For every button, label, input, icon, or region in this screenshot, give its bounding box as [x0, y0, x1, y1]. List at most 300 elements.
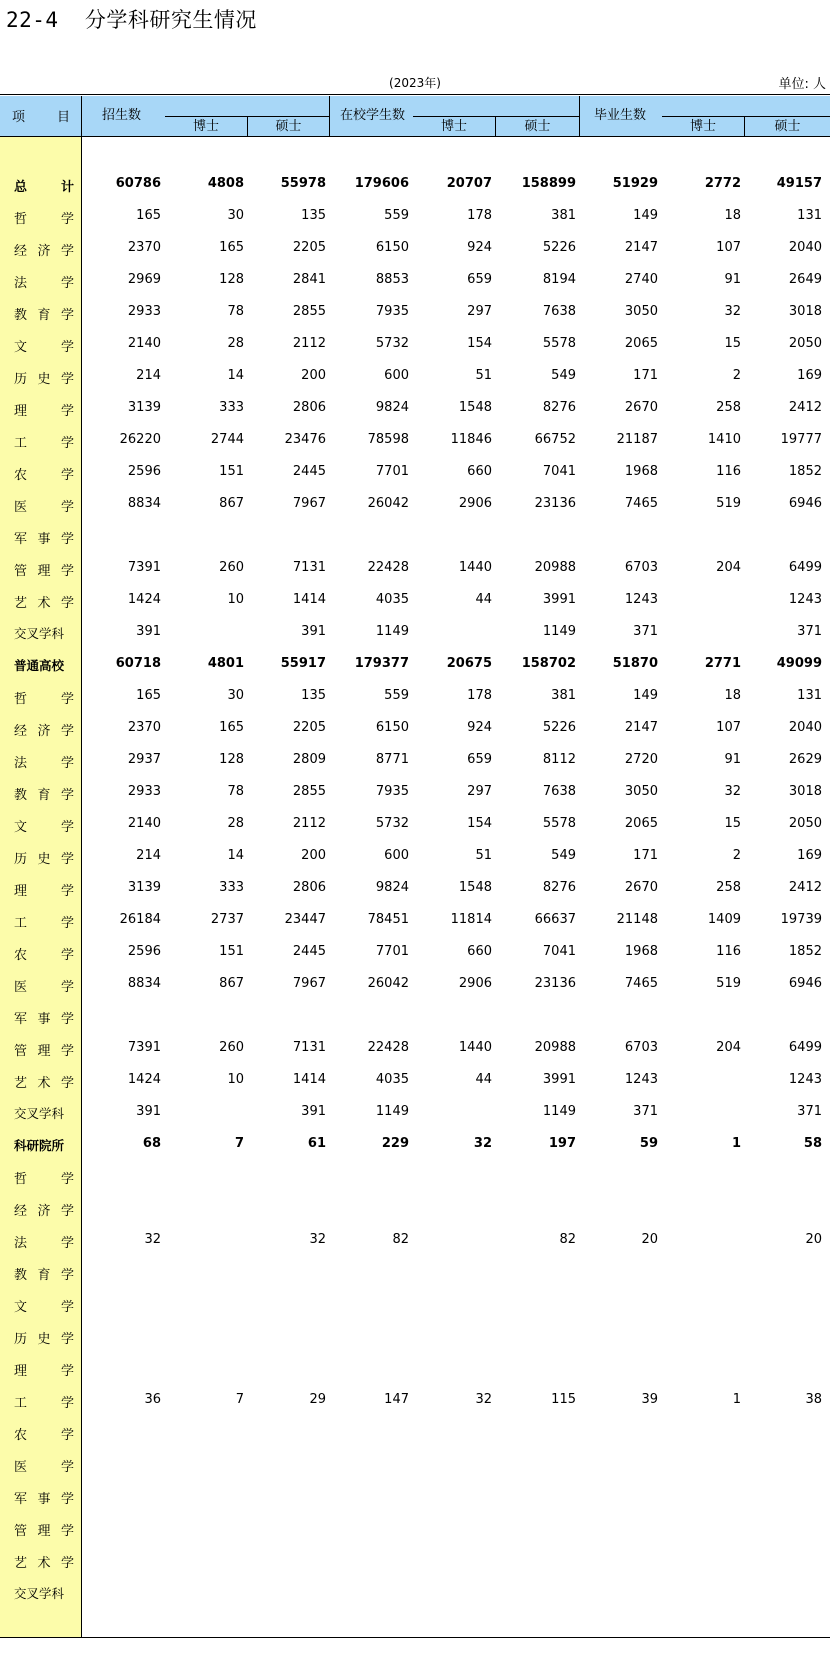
table-cell: 1410 [707, 432, 741, 447]
table-row [0, 1224, 830, 1256]
table-cell: 659 [467, 272, 492, 287]
table-cell: 7131 [292, 560, 326, 575]
table-cell: 6150 [375, 240, 409, 255]
table-cell: 2 [732, 848, 741, 863]
table-cell: 2140 [127, 336, 161, 351]
row-label: 工 学 [14, 1396, 74, 1411]
table-cell: 7391 [127, 1040, 161, 1055]
table-cell: 135 [301, 208, 326, 223]
table-cell: 1548 [458, 400, 492, 415]
table-cell: 6499 [788, 560, 822, 575]
table-cell: 6703 [624, 560, 658, 575]
table-cell: 149 [633, 688, 658, 703]
table-cell: 78 [227, 304, 244, 319]
row-label: 教 育 学 [14, 308, 74, 323]
table-cell: 2670 [624, 400, 658, 415]
table-cell: 2205 [292, 240, 326, 255]
table-cell: 258 [716, 400, 741, 415]
table-cell: 1149 [542, 624, 576, 639]
table-cell: 200 [301, 848, 326, 863]
row-label: 文 学 [14, 340, 74, 355]
table-row [0, 1160, 830, 1192]
row-label: 历 史 学 [14, 1332, 74, 1347]
table-cell: 7041 [542, 944, 576, 959]
table-cell: 1414 [292, 1072, 326, 1087]
table-cell: 6150 [375, 720, 409, 735]
table-cell: 23136 [534, 496, 576, 511]
table-cell: 2370 [127, 720, 161, 735]
table-cell: 333 [219, 880, 244, 895]
table-cell: 107 [716, 240, 741, 255]
table-row [0, 1288, 830, 1320]
table-cell: 381 [551, 208, 576, 223]
header-item-cell [0, 96, 82, 136]
row-label: 普通高校 [14, 658, 65, 673]
table-cell: 149 [633, 208, 658, 223]
table-cell: 11846 [450, 432, 492, 447]
table-cell: 1409 [707, 912, 741, 927]
table-cell: 178 [467, 208, 492, 223]
table-cell: 7967 [292, 496, 326, 511]
table-cell: 18 [724, 208, 741, 223]
table-cell: 2809 [292, 752, 326, 767]
table-cell: 3050 [624, 784, 658, 799]
table-row [0, 744, 830, 776]
table-cell: 60718 [115, 656, 161, 671]
table-cell: 91 [724, 752, 741, 767]
table-cell: 14 [227, 368, 244, 383]
header-enroll-label: 招生数 [102, 108, 142, 123]
table-cell: 7935 [375, 784, 409, 799]
table-top-rule [0, 94, 830, 95]
table-cell: 10 [227, 592, 244, 607]
table-cell: 2112 [292, 816, 326, 831]
table-cell: 519 [716, 976, 741, 991]
table-cell: 7041 [542, 464, 576, 479]
table-cell: 61 [307, 1136, 326, 1151]
table-cell: 229 [381, 1136, 409, 1151]
table-cell: 78598 [367, 432, 409, 447]
table-cell: 15 [724, 816, 741, 831]
table-cell: 131 [797, 688, 822, 703]
table-cell: 4808 [207, 176, 244, 191]
table-cell: 32 [475, 1392, 492, 1407]
table-cell: 5226 [542, 720, 576, 735]
table-cell: 1414 [292, 592, 326, 607]
table-cell: 23447 [284, 912, 326, 927]
table-cell: 131 [797, 208, 822, 223]
table-cell: 867 [219, 976, 244, 991]
table-row [0, 1512, 830, 1544]
table-cell: 200 [301, 368, 326, 383]
year-label: (2023年) [389, 76, 441, 90]
row-label: 管 理 学 [14, 1524, 74, 1539]
table-cell: 2412 [788, 400, 822, 415]
table-cell: 1149 [542, 1104, 576, 1119]
row-label: 历 史 学 [14, 372, 74, 387]
table-cell: 924 [467, 240, 492, 255]
table-cell: 391 [136, 1104, 161, 1119]
table-row [0, 456, 830, 488]
row-label: 交叉学科 [14, 1586, 65, 1601]
table-cell: 391 [301, 624, 326, 639]
table-cell: 924 [467, 720, 492, 735]
table-cell: 3991 [542, 1072, 576, 1087]
table-cell: 26042 [367, 976, 409, 991]
table-cell: 371 [633, 1104, 658, 1119]
row-label: 法 学 [14, 1236, 74, 1251]
row-label: 艺 术 学 [14, 596, 74, 611]
table-cell: 8834 [127, 496, 161, 511]
table-cell: 1243 [624, 592, 658, 607]
table-cell: 7638 [542, 304, 576, 319]
table-cell: 2040 [788, 720, 822, 735]
table-cell: 2050 [788, 336, 822, 351]
header-enroll-master: 硕士 [248, 116, 330, 136]
table-row [0, 520, 830, 552]
table-cell: 5226 [542, 240, 576, 255]
table-cell: 1968 [624, 944, 658, 959]
table-cell: 171 [633, 848, 658, 863]
table-cell: 2140 [127, 816, 161, 831]
table-cell: 7131 [292, 1040, 326, 1055]
table-row [0, 584, 830, 616]
table-cell: 169 [797, 368, 822, 383]
table-cell: 44 [475, 592, 492, 607]
table-cell: 15 [724, 336, 741, 351]
table-cell: 1 [732, 1392, 741, 1407]
table-cell: 165 [219, 720, 244, 735]
table-cell: 2737 [210, 912, 244, 927]
header-inschool-label: 在校学生数 [340, 108, 406, 123]
table-cell: 4035 [375, 592, 409, 607]
table-cell: 7465 [624, 496, 658, 511]
table-cell: 7701 [375, 464, 409, 479]
table-row [0, 1416, 830, 1448]
table-row [0, 296, 830, 328]
table-row [0, 808, 830, 840]
table-cell: 44 [475, 1072, 492, 1087]
table-cell: 151 [219, 464, 244, 479]
table-cell: 22428 [367, 560, 409, 575]
header-graduates-master: 硕士 [745, 116, 830, 136]
table-cell: 2050 [788, 816, 822, 831]
table-row [0, 1576, 830, 1608]
table-cell: 154 [467, 336, 492, 351]
table-row [0, 680, 830, 712]
table-cell: 3991 [542, 592, 576, 607]
row-label: 工 学 [14, 436, 74, 451]
table-cell: 23476 [284, 432, 326, 447]
table-cell: 20 [805, 1232, 822, 1247]
table-cell: 1149 [375, 624, 409, 639]
table-cell: 38 [805, 1392, 822, 1407]
table-cell: 165 [136, 208, 161, 223]
table-cell: 559 [384, 688, 409, 703]
table-cell: 2744 [210, 432, 244, 447]
table-bottom-rule [0, 1637, 830, 1638]
table-cell: 147 [384, 1392, 409, 1407]
table-cell: 2855 [292, 304, 326, 319]
table-cell: 2969 [127, 272, 161, 287]
table-cell: 6946 [788, 496, 822, 511]
table-cell: 214 [136, 848, 161, 863]
table-row [0, 616, 830, 648]
table-cell: 2933 [127, 784, 161, 799]
row-label: 法 学 [14, 276, 74, 291]
table-cell: 7 [234, 1136, 244, 1151]
row-label: 经 济 学 [14, 724, 74, 739]
table-cell: 51 [475, 368, 492, 383]
table-cell: 2806 [292, 400, 326, 415]
row-label: 历 史 学 [14, 852, 74, 867]
table-cell: 2445 [292, 464, 326, 479]
table-row [0, 1256, 830, 1288]
table-cell: 2040 [788, 240, 822, 255]
table-row [0, 1544, 830, 1576]
table-cell: 297 [467, 784, 492, 799]
table-cell: 30 [227, 688, 244, 703]
table-cell: 1968 [624, 464, 658, 479]
table-cell: 1149 [375, 1104, 409, 1119]
table-row [0, 872, 830, 904]
row-label: 法 学 [14, 756, 74, 771]
table-row [0, 232, 830, 264]
table-cell: 204 [716, 560, 741, 575]
table-cell: 116 [716, 464, 741, 479]
table-row [0, 392, 830, 424]
table-cell: 30 [227, 208, 244, 223]
table-cell: 1 [731, 1136, 741, 1151]
table-cell: 55978 [280, 176, 326, 191]
table-cell: 2205 [292, 720, 326, 735]
row-label: 科研院所 [14, 1138, 65, 1153]
table-cell: 2445 [292, 944, 326, 959]
table-cell: 55917 [280, 656, 326, 671]
table-row [0, 424, 830, 456]
table-cell: 3050 [624, 304, 658, 319]
row-label: 文 学 [14, 1300, 74, 1315]
row-label: 交叉学科 [14, 1106, 65, 1121]
table-row [0, 1032, 830, 1064]
table-row [0, 840, 830, 872]
table-row [0, 264, 830, 296]
table-cell: 58 [803, 1136, 822, 1151]
table-cell: 91 [724, 272, 741, 287]
table-cell: 5578 [542, 816, 576, 831]
table-cell: 9824 [375, 400, 409, 415]
table-cell: 171 [633, 368, 658, 383]
table-cell: 21148 [616, 912, 658, 927]
table-cell: 78451 [367, 912, 409, 927]
table-cell: 1440 [458, 560, 492, 575]
table-cell: 381 [551, 688, 576, 703]
table-cell: 2806 [292, 880, 326, 895]
table-cell: 2772 [704, 176, 741, 191]
row-label: 军 事 学 [14, 532, 74, 547]
table-cell: 659 [467, 752, 492, 767]
table-cell: 1852 [788, 464, 822, 479]
table-cell: 14 [227, 848, 244, 863]
table-cell: 2933 [127, 304, 161, 319]
row-label: 军 事 学 [14, 1012, 74, 1027]
table-cell: 8276 [542, 880, 576, 895]
row-label: 经 济 学 [14, 244, 74, 259]
table-cell: 169 [797, 848, 822, 863]
table-cell: 2629 [788, 752, 822, 767]
table-cell: 2065 [624, 336, 658, 351]
table-cell: 20675 [446, 656, 492, 671]
table-cell: 2596 [127, 944, 161, 959]
table-cell: 32 [473, 1136, 492, 1151]
table-cell: 19739 [780, 912, 822, 927]
table-cell: 66752 [534, 432, 576, 447]
table-cell: 1243 [788, 1072, 822, 1087]
table-cell: 20988 [534, 1040, 576, 1055]
table-row [0, 936, 830, 968]
table-row [0, 904, 830, 936]
table-cell: 36 [144, 1392, 161, 1407]
table-row [0, 1000, 830, 1032]
table-header [0, 96, 830, 136]
row-label: 哲 学 [14, 1172, 74, 1187]
table-cell: 151 [219, 944, 244, 959]
table-row [0, 1192, 830, 1224]
table-cell: 21187 [616, 432, 658, 447]
row-label: 教 育 学 [14, 1268, 74, 1283]
row-label: 理 学 [14, 404, 74, 419]
table-cell: 1243 [788, 592, 822, 607]
row-label: 理 学 [14, 1364, 74, 1379]
table-cell: 519 [716, 496, 741, 511]
table-cell: 26184 [119, 912, 161, 927]
table-cell: 2937 [127, 752, 161, 767]
table-cell: 5578 [542, 336, 576, 351]
table-cell: 197 [548, 1136, 576, 1151]
table-cell: 7 [235, 1392, 244, 1407]
table-cell: 20 [641, 1232, 658, 1247]
table-cell: 1243 [624, 1072, 658, 1087]
table-cell: 333 [219, 400, 244, 415]
table-cell: 59 [639, 1136, 658, 1151]
table-cell: 2112 [292, 336, 326, 351]
table-cell: 549 [551, 848, 576, 863]
table-cell: 660 [467, 464, 492, 479]
table-cell: 51929 [612, 176, 658, 191]
table-cell: 2740 [624, 272, 658, 287]
table-cell: 23136 [534, 976, 576, 991]
table-row [0, 776, 830, 808]
table-cell: 1852 [788, 944, 822, 959]
table-cell: 214 [136, 368, 161, 383]
table-title: 22-4 分学科研究生情况 [6, 8, 257, 32]
table-cell: 19777 [780, 432, 822, 447]
table-row [0, 1128, 830, 1160]
table-row [0, 200, 830, 232]
row-label: 经 济 学 [14, 1204, 74, 1219]
header-inschool-master: 硕士 [496, 116, 580, 136]
row-label: 医 学 [14, 1460, 74, 1475]
table-cell: 6499 [788, 1040, 822, 1055]
table-row [0, 968, 830, 1000]
table-cell: 2720 [624, 752, 658, 767]
table-cell: 32 [724, 304, 741, 319]
row-label: 总 计 [14, 180, 74, 195]
table-cell: 158899 [521, 176, 576, 191]
table-cell: 3018 [788, 304, 822, 319]
row-label: 交叉学科 [14, 626, 65, 641]
table-cell: 371 [797, 624, 822, 639]
table-cell: 20988 [534, 560, 576, 575]
table-cell: 115 [551, 1392, 576, 1407]
table-cell: 2596 [127, 464, 161, 479]
table-cell: 2670 [624, 880, 658, 895]
table-row [0, 648, 830, 680]
table-row [0, 168, 830, 200]
table-cell: 8834 [127, 976, 161, 991]
table-cell: 5732 [375, 336, 409, 351]
unit-label: 单位: 人 [778, 77, 826, 92]
row-label: 农 学 [14, 1428, 74, 1443]
row-label: 教 育 学 [14, 788, 74, 803]
table-row [0, 328, 830, 360]
table-cell: 154 [467, 816, 492, 831]
table-cell: 8194 [542, 272, 576, 287]
table-cell: 32 [144, 1232, 161, 1247]
table-cell: 2771 [704, 656, 741, 671]
table-cell: 7701 [375, 944, 409, 959]
table-cell: 2906 [458, 496, 492, 511]
row-label: 医 学 [14, 500, 74, 515]
table-cell: 3018 [788, 784, 822, 799]
table-cell: 2855 [292, 784, 326, 799]
header-enroll-doctor: 博士 [165, 116, 248, 136]
table-cell: 32 [724, 784, 741, 799]
table-cell: 7465 [624, 976, 658, 991]
table-cell: 1424 [127, 592, 161, 607]
row-label: 农 学 [14, 948, 74, 963]
row-label: 理 学 [14, 884, 74, 899]
table-cell: 49099 [776, 656, 822, 671]
table-cell: 371 [797, 1104, 822, 1119]
row-label: 管 理 学 [14, 564, 74, 579]
table-cell: 49157 [776, 176, 822, 191]
table-cell: 6703 [624, 1040, 658, 1055]
row-label: 工 学 [14, 916, 74, 931]
table-cell: 391 [301, 1104, 326, 1119]
table-cell: 2649 [788, 272, 822, 287]
table-row [0, 552, 830, 584]
table-row [0, 1448, 830, 1480]
table-cell: 8112 [542, 752, 576, 767]
table-cell: 1440 [458, 1040, 492, 1055]
table-cell: 2065 [624, 816, 658, 831]
table-cell: 660 [467, 944, 492, 959]
table-cell: 82 [392, 1232, 409, 1247]
table-cell: 135 [301, 688, 326, 703]
table-cell: 258 [716, 880, 741, 895]
table-cell: 22428 [367, 1040, 409, 1055]
table-cell: 10 [227, 1072, 244, 1087]
header-inschool-doctor: 博士 [413, 116, 496, 136]
table-cell: 39 [641, 1392, 658, 1407]
table-row [0, 360, 830, 392]
row-label: 医 学 [14, 980, 74, 995]
table-cell: 26042 [367, 496, 409, 511]
table-cell: 7935 [375, 304, 409, 319]
table-cell: 68 [142, 1136, 161, 1151]
table-cell: 2370 [127, 240, 161, 255]
